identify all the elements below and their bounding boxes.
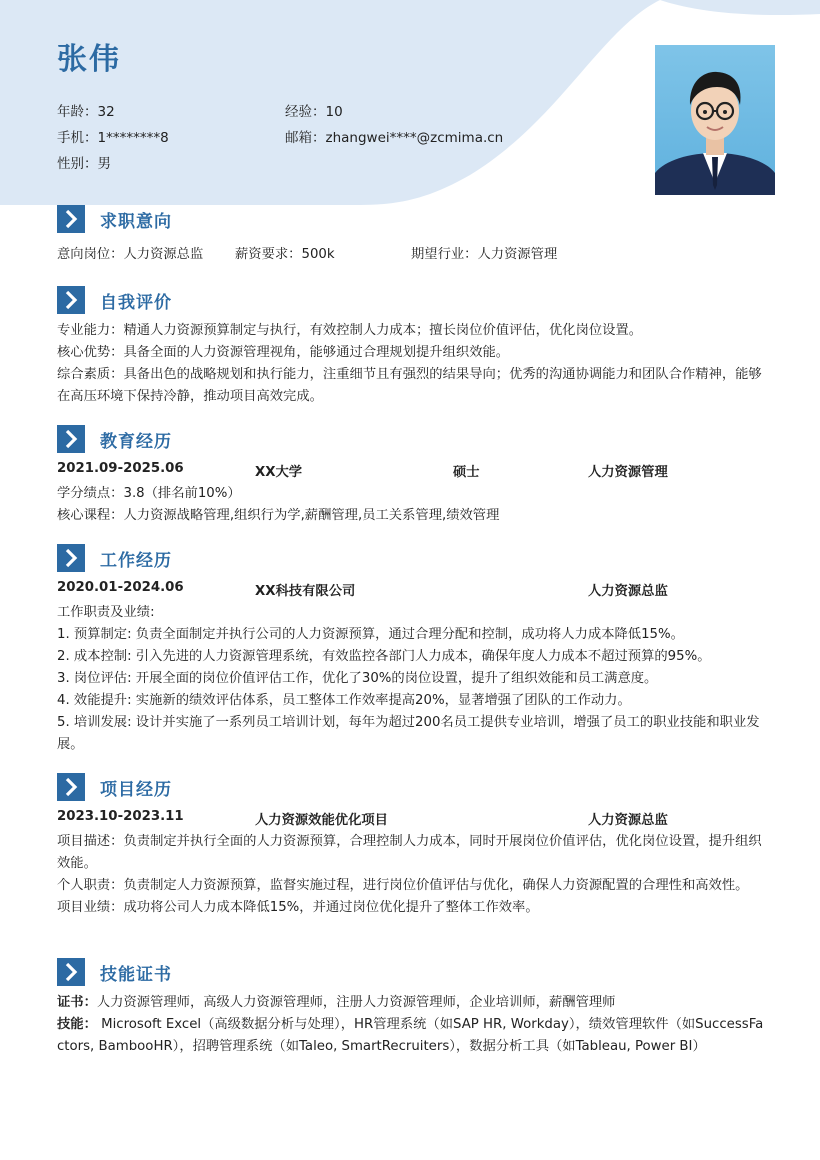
project-details <box>57 831 767 919</box>
chevron-right-icon <box>57 544 85 572</box>
intention-salary: 薪资要求：500k <box>235 247 335 262</box>
work-item: 1. 预算制定: 负责全面制定并执行公司的人力资源预算，通过合理分配和控制，成功将人力成本降低15%。 <box>57 627 684 642</box>
skill-text: Microsoft Excel（高级数据分析与处理），HR管理系统（如SAP HR, Workday），绩效管理软件（如SuccessFactors, BambooHR），招聘管理系统（如Taleo, SmartRecruiters），数据分析工具（如Tableau, Power BI） <box>57 1017 764 1054</box>
intention-position: 意向岗位：人力资源总监 <box>57 247 204 262</box>
self-eval-text <box>57 320 767 408</box>
cert-label: 证书： <box>57 995 97 1010</box>
education-period: 2021.09-2025.06 <box>57 461 184 476</box>
section-title: 项目经历 <box>100 780 172 800</box>
work-intro: 工作职责及业绩: <box>57 605 155 620</box>
cert-line <box>57 992 767 1014</box>
education-courses: 核心课程：人力资源战略管理,组织行为学,薪酬管理,员工关系管理,绩效管理 <box>57 508 500 523</box>
education-school: XX大学 <box>255 465 303 480</box>
intention-industry: 期望行业：人力资源管理 <box>411 247 558 262</box>
project-name: 人力资源效能优化项目 <box>255 813 388 828</box>
skill-label: 技能： <box>57 1017 97 1032</box>
avatar-photo <box>655 45 775 195</box>
chevron-right-icon <box>57 286 85 314</box>
skills-details <box>57 992 767 1058</box>
chevron-right-icon <box>57 425 85 453</box>
gender-field: 性别：男 <box>57 156 111 172</box>
project-duty: 个人职责：负责制定人力资源预算，监督实施过程，进行岗位价值评估与优化，确保人力资源配置的合理性和高效性。 <box>57 878 749 893</box>
work-role: 人力资源总监 <box>588 584 668 599</box>
section-title: 技能证书 <box>100 965 172 985</box>
experience-field: 经验：10 <box>285 104 343 120</box>
chevron-right-icon <box>57 205 85 233</box>
education-degree: 硕士 <box>453 465 480 480</box>
chevron-right-icon <box>57 958 85 986</box>
work-company: XX科技有限公司 <box>255 584 356 599</box>
section-title: 工作经历 <box>100 551 172 571</box>
section-title: 教育经历 <box>100 432 172 452</box>
work-item: 5. 培训发展: 设计并实施了一系列员工培训计划，每年为超过200名员工提供专业培训，增强了员工的职业技能和职业发展。 <box>57 715 760 752</box>
work-item: 3. 岗位评估: 开展全面的岗位价值评估工作，优化了30%的岗位设置，提升了组织效能和员工满意度。 <box>57 671 658 686</box>
section-title: 求职意向 <box>100 212 172 232</box>
candidate-name: 张伟 <box>57 42 121 77</box>
project-desc: 项目描述：负责制定并执行全面的人力资源预算，合理控制人力成本，同时开展岗位价值评估，优化岗位设置，提升组织效能。 <box>57 834 762 871</box>
skill-line <box>57 1014 767 1058</box>
section-title: 自我评价 <box>100 293 172 313</box>
phone-field: 手机：1********8 <box>57 130 169 146</box>
work-period: 2020.01-2024.06 <box>57 580 184 595</box>
education-gpa: 学分绩点：3.8（排名前10%） <box>57 486 241 501</box>
self-eval-line: 专业能力：精通人力资源预算制定与执行，有效控制人力成本；擅长岗位价值评估，优化岗位设置。 <box>57 323 643 338</box>
project-period: 2023.10-2023.11 <box>57 809 184 824</box>
self-eval-line: 综合素质：具备出色的战略规划和执行能力，注重细节且有强烈的结果导向；优秀的沟通协调能力和团队合作精神，能够在高压环境下保持冷静，推动项目高效完成。 <box>57 367 762 404</box>
work-item: 4. 效能提升: 实施新的绩效评估体系，员工整体工作效率提高20%，显著增强了团队的工作动力。 <box>57 693 631 708</box>
work-item: 2. 成本控制: 引入先进的人力资源管理系统，有效监控各部门人力成本，确保年度人力成本不超过预算的95%。 <box>57 649 711 664</box>
cert-text: 人力资源管理师，高级人力资源管理师，注册人力资源管理师，企业培训师，薪酬管理师 <box>96 995 616 1010</box>
chevron-right-icon <box>57 773 85 801</box>
age-field: 年龄：32 <box>57 104 115 120</box>
work-details <box>57 602 767 756</box>
self-eval-line: 核心优势：具备全面的人力资源管理视角，能够通过合理规划提升组织效能。 <box>57 345 510 360</box>
education-major: 人力资源管理 <box>588 465 668 480</box>
project-role: 人力资源总监 <box>588 813 668 828</box>
email-field: 邮箱：zhangwei****@zcmima.cn <box>285 130 504 146</box>
project-result: 项目业绩：成功将公司人力成本降低15%，并通过岗位优化提升了整体工作效率。 <box>57 900 539 915</box>
